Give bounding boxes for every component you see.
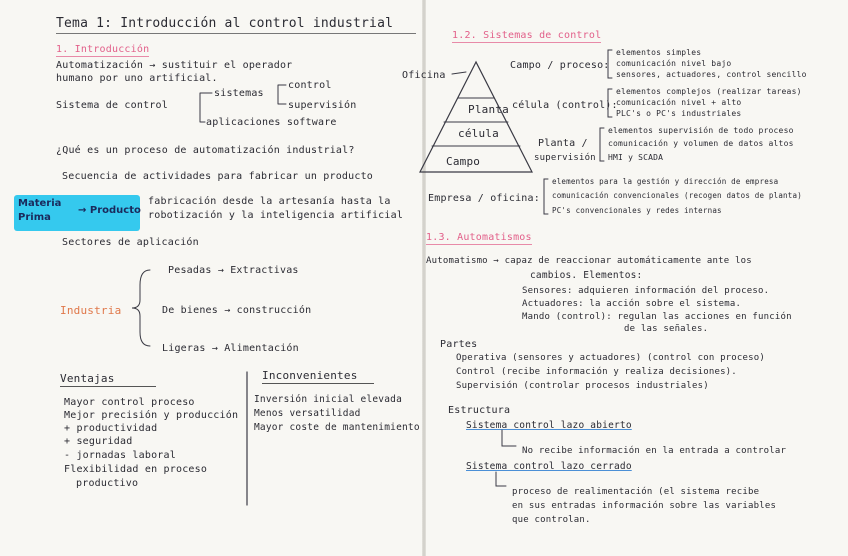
campo-item: elementos simples — [616, 48, 702, 57]
automatizacion-definition-2: humano por uno artificial. — [56, 73, 218, 84]
list-item: + productividad — [64, 423, 158, 434]
brace-campo — [608, 50, 612, 78]
pyramid-campo-label: Campo — [446, 155, 481, 168]
brace-empresa — [544, 179, 548, 214]
celula-control-label: célula (control): — [512, 100, 618, 111]
secuencia-definition: Secuencia de actividades para fabricar un producto — [62, 171, 374, 182]
section-sistemas-control: 1.2. Sistemas de control — [452, 30, 602, 41]
list-item: Mayor coste de mantenimiento — [254, 422, 420, 433]
parte-supervision: Supervisión (controlar procesos industriales) — [456, 381, 709, 391]
pyramid-celula-label: célula — [458, 127, 499, 140]
celula-item: PLC's o PC's industriales — [616, 109, 742, 118]
elemento-sensores: Sensores: adquieren información del proceso. — [522, 286, 770, 296]
list-item: productivo — [76, 478, 139, 489]
materia-prima-label-2: Prima — [18, 212, 51, 223]
estructura-title: Estructura — [448, 405, 511, 416]
planta-item: comunicación y volumen de datos altos — [608, 139, 794, 148]
inconvenientes-title: Inconvenientes — [262, 369, 358, 382]
celula-item: comunicación nivel + alto — [616, 98, 742, 107]
planta-item: HMI y SCADA — [608, 153, 664, 162]
planta-supervision-label-1: Planta / — [538, 138, 588, 149]
partes-title: Partes — [440, 339, 478, 350]
pyramid-levels — [432, 98, 520, 146]
empresa-item: comunicación convencionales (recogen datos de planta) — [552, 191, 802, 200]
oficina-pointer — [452, 72, 466, 74]
elemento-mando-2: de las señales. — [624, 324, 709, 334]
list-item: Mayor control proceso — [64, 397, 195, 408]
lazo-abierto-arrow — [502, 430, 516, 446]
sector-pesadas: Pesadas → Extractivas — [168, 265, 299, 276]
industria-label: Industria — [60, 304, 122, 317]
fabricacion-line-1: fabricación desde la artesanía hasta la — [148, 196, 391, 207]
lazo-cerrado-desc-2: en sus entradas información sobre las variables — [512, 501, 777, 511]
supervision-label: supervisión — [288, 100, 357, 111]
fabricacion-line-2: robotización y la inteligencia artificial — [148, 210, 404, 221]
elemento-mando: Mando (control): regulan las acciones en función — [522, 312, 792, 322]
list-item: - jornadas laboral — [64, 450, 176, 461]
control-label: control — [288, 80, 332, 91]
brace-planta — [600, 128, 604, 161]
list-item: Flexibilidad en proceso — [64, 464, 208, 475]
lazo-abierto-desc: No recibe información en la entrada a controlar — [522, 446, 787, 456]
list-item: Menos versatilidad — [254, 408, 361, 419]
section-introduccion: 1. Introducción — [56, 44, 150, 55]
sistema-control-label: Sistema de control — [56, 100, 168, 111]
empresa-item: elementos para la gestión y dirección de empresa — [552, 177, 779, 186]
lazo-cerrado-desc-3: que controlan. — [512, 515, 591, 525]
page-title: Tema 1: Introducción al control industrial — [56, 16, 394, 31]
elemento-actuadores: Actuadores: la acción sobre el sistema. — [522, 299, 742, 309]
process-question: ¿Qué es un proceso de automatización industrial? — [56, 145, 355, 156]
lazo-cerrado-arrow — [496, 472, 506, 486]
automatizacion-definition-1: Automatización → sustituir el operador — [56, 60, 293, 71]
automatismo-definition-1: Automatismo → capaz de reaccionar automáticamente ante los — [426, 256, 752, 266]
brace-control — [278, 85, 286, 104]
celula-item: elementos complejos (realizar tareas) — [616, 87, 802, 96]
section-automatismos: 1.3. Automatismos — [426, 232, 532, 243]
brace-sistema — [200, 93, 212, 122]
list-item: Inversión inicial elevada — [254, 394, 402, 405]
lazo-cerrado-desc-1: proceso de realimentación (el sistema recibe — [512, 487, 760, 497]
brace-industria — [132, 270, 150, 346]
empresa-item: PC's convencionales y redes internas — [552, 206, 722, 215]
sistemas-label: sistemas — [214, 88, 264, 99]
list-item: Mejor precisión y producción — [64, 410, 239, 421]
parte-operativa: Operativa (sensores y actuadores) (control con proceso) — [456, 353, 766, 363]
brace-celula — [608, 89, 612, 117]
list-item: + seguridad — [64, 436, 133, 447]
parte-control: Control (recibe información y realiza decisiones). — [456, 367, 737, 377]
pyramid-outline — [420, 62, 532, 172]
campo-proceso-label: Campo / proceso: — [510, 60, 610, 71]
sector-bienes: De bienes → construcción — [162, 305, 312, 316]
campo-item: comunicación nivel bajo — [616, 59, 732, 68]
materia-prima-label-1: Materia — [18, 198, 62, 209]
sectores-title: Sectores de aplicación — [62, 237, 199, 248]
automatismo-definition-2: cambios. Elementos: — [530, 270, 643, 281]
campo-item: sensores, actuadores, control sencillo — [616, 70, 807, 79]
aplicaciones-label: aplicaciones software — [206, 117, 337, 128]
planta-supervision-label-2: supervisión — [534, 153, 596, 163]
ventajas-title: Ventajas — [60, 372, 115, 385]
empresa-oficina-label: Empresa / oficina: — [428, 193, 540, 204]
pyramid-oficina-label: Oficina — [402, 70, 446, 81]
pyramid-planta-label: Planta — [468, 103, 509, 116]
planta-item: elementos supervisión de todo proceso — [608, 126, 794, 135]
lazo-cerrado-label: Sistema control lazo cerrado — [466, 461, 632, 472]
producto-arrow-label: → Producto — [78, 205, 141, 216]
sector-ligeras: Ligeras → Alimentación — [162, 343, 299, 354]
lazo-abierto-label: Sistema control lazo abierto — [466, 420, 632, 431]
